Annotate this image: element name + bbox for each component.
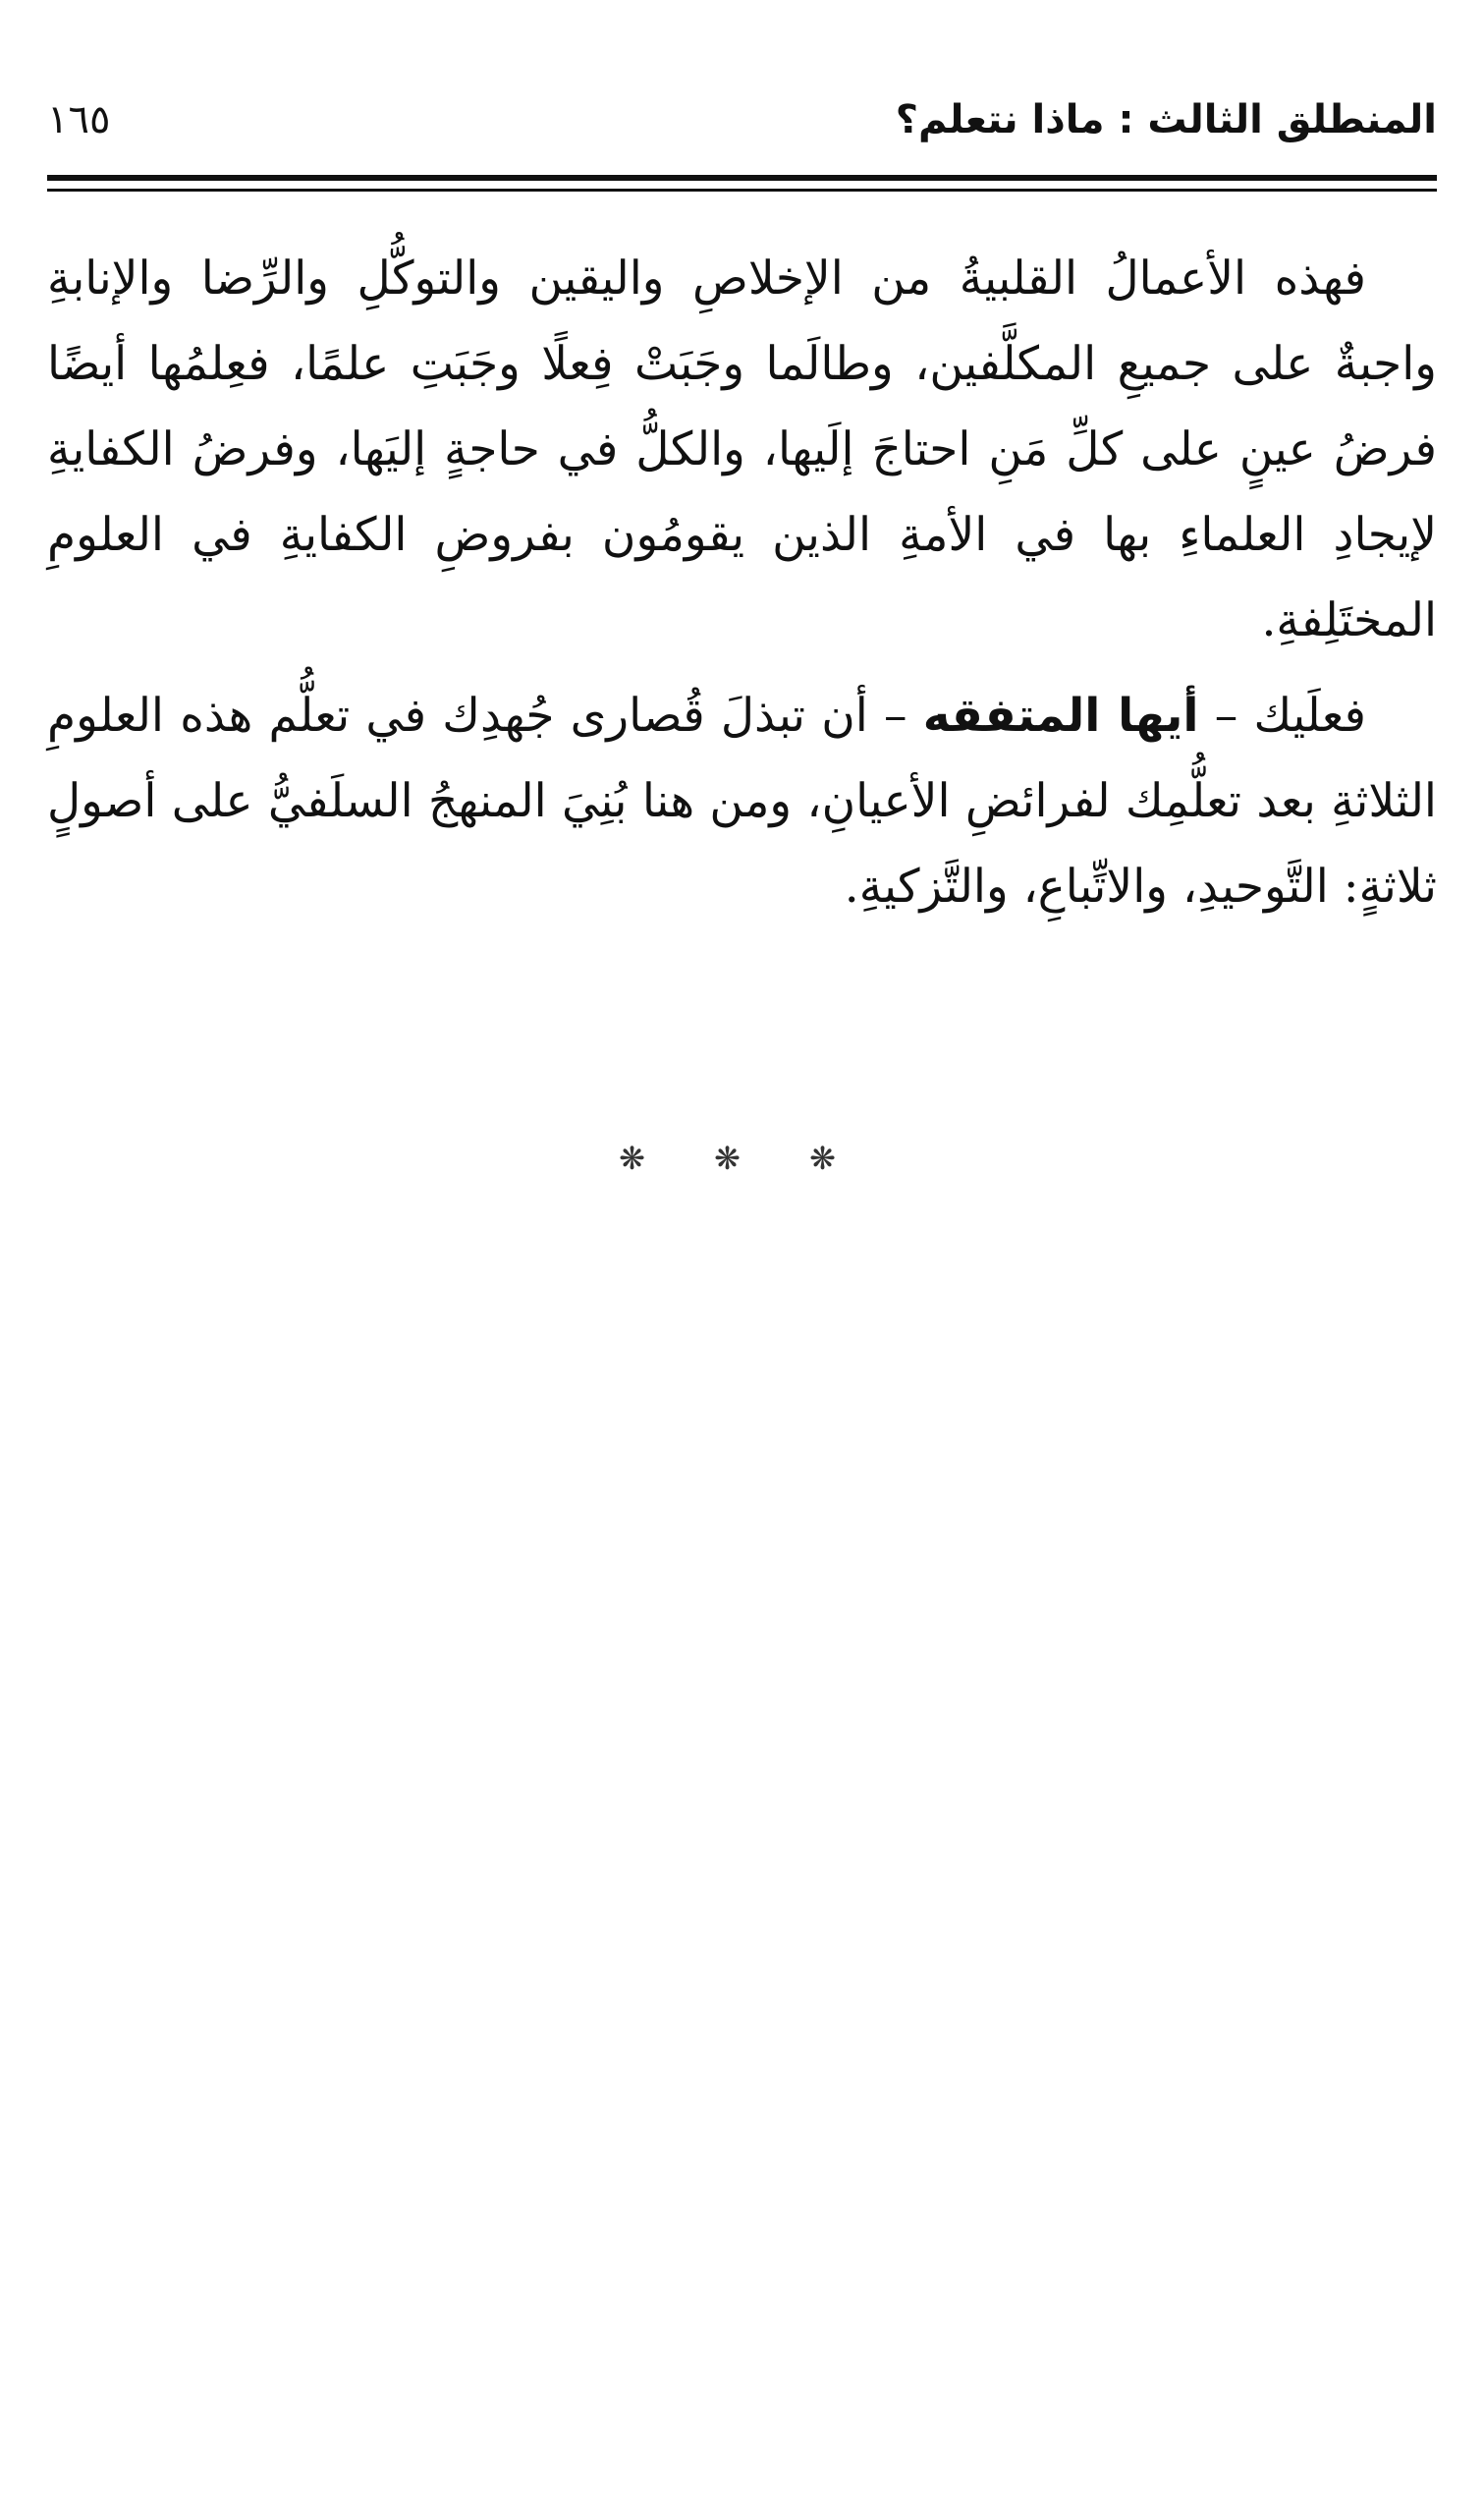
running-title: المنطلق الثالث : ماذا نتعلم؟ bbox=[895, 97, 1437, 142]
paragraph-2-rest: – أن تبذلَ قُصارى جُهدِك في تعلُّم هذه العلومِ الثلاثةِ بعد تعلُّمِك لفرائضِ الأعيانِ، ومن هنا بُنِيَ المنهجُ السلَفيُّ على أصولٍ ثلاثةٍ: التَّوحيدِ، والاتِّباعِ، والتَّزكيةِ. bbox=[47, 689, 1437, 914]
page-number: ١٦٥ bbox=[47, 97, 111, 142]
header-rule-thick bbox=[47, 175, 1437, 181]
body-text bbox=[47, 236, 1437, 939]
paragraph-1: فهذه الأعمالُ القلبيةُ من الإخلاصِ واليقين والتوكُّلِ والرِّضا والإنابةِ واجبةٌ على جميعِ المكلَّفين، وطالَما وجَبَتْ فِعلًا وجَبَتِ علمًا، فعِلمُها أيضًا فرضُ عينٍ على كلِّ مَنِ احتاجَ إلَيها، والكلُّ في حاجةٍ إليَها، وفرضُ الكفايةِ لإيجادِ العلماءِ بها في الأمةِ الذين يقومُون بفروضِ الكفايةِ في العلومِ المختَلِفةِ. bbox=[47, 252, 1437, 647]
paragraph-2-address: أيها المتفقه bbox=[922, 689, 1199, 743]
header-rule-thin bbox=[47, 189, 1437, 192]
paragraph-2-lead: فعلَيك – bbox=[1198, 689, 1366, 743]
section-end-ornament: ❋ ❋ ❋ bbox=[619, 1140, 865, 1177]
running-head bbox=[47, 90, 1437, 159]
paragraph-2 bbox=[47, 673, 1437, 929]
